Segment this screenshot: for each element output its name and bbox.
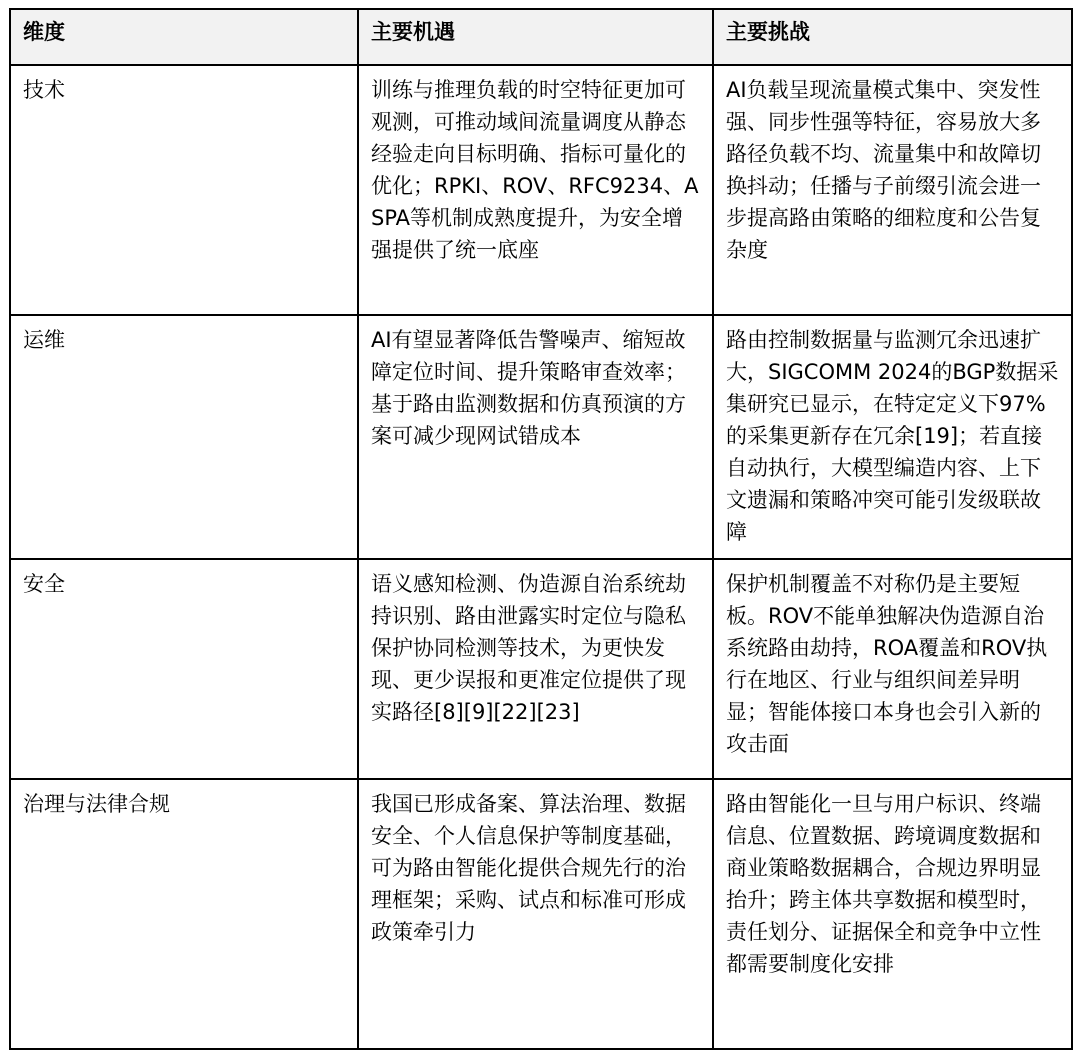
opportunity-cell: 语义感知检测、伪造源自治系统劫持识别、路由泄露实时定位与隐私保护协同检测等技术，为更快发现、更少误报和更准定位提供了现实路径[8][9][22][23] xyxy=(358,559,713,779)
challenge-cell: 路由控制数据量与监测冗余迅速扩大，SIGCOMM 2024的BGP数据采集研究已显示，在特定定义下97%的采集更新存在冗余[19]；若直接自动执行，大模型编造内容、上下文遗漏和策略冲突可能引发级联故障 xyxy=(713,315,1072,559)
challenge-cell: 保护机制覆盖不对称仍是主要短板。ROV不能单独解决伪造源自治系统路由劫持，ROA覆盖和ROV执行在地区、行业与组织间差异明显；智能体接口本身也会引入新的攻击面 xyxy=(713,559,1072,779)
dimension-cell: 运维 xyxy=(10,315,358,559)
dimension-cell: 治理与法律合规 xyxy=(10,779,358,1049)
table-row xyxy=(10,559,1072,779)
opportunity-cell: AI有望显著降低告警噪声、缩短故障定位时间、提升策略审查效率；基于路由监测数据和仿真预演的方案可减少现网试错成本 xyxy=(358,315,713,559)
dimension-cell: 技术 xyxy=(10,65,358,315)
challenge-cell: AI负载呈现流量模式集中、突发性强、同步性强等特征，容易放大多路径负载不均、流量集中和故障切换抖动；任播与子前缀引流会进一步提高路由策略的细粒度和公告复杂度 xyxy=(713,65,1072,315)
dimension-cell: 安全 xyxy=(10,559,358,779)
challenge-cell: 路由智能化一旦与用户标识、终端信息、位置数据、跨境调度数据和商业策略数据耦合，合规边界明显抬升；跨主体共享数据和模型时，责任划分、证据保全和竞争中立性都需要制度化安排 xyxy=(713,779,1072,1049)
table-row xyxy=(10,779,1072,1049)
table-row xyxy=(10,65,1072,315)
opportunity-cell: 训练与推理负载的时空特征更加可观测，可推动域间流量调度从静态经验走向目标明确、指标可量化的优化；RPKI、ROV、RFC9234、ASPA等机制成熟度提升，为安全增强提供了统一底座 xyxy=(358,65,713,315)
header-opportunity: 主要机遇 xyxy=(358,9,713,65)
header-dimension: 维度 xyxy=(10,9,358,65)
header-challenge: 主要挑战 xyxy=(713,9,1072,65)
opportunity-cell: 我国已形成备案、算法治理、数据安全、个人信息保护等制度基础，可为路由智能化提供合规先行的治理框架；采购、试点和标准可形成政策牵引力 xyxy=(358,779,713,1049)
table-header xyxy=(10,9,1072,65)
table-row xyxy=(10,315,1072,559)
comparison-table xyxy=(9,8,1073,1050)
table-body xyxy=(10,65,1072,1049)
header-row xyxy=(10,9,1072,65)
